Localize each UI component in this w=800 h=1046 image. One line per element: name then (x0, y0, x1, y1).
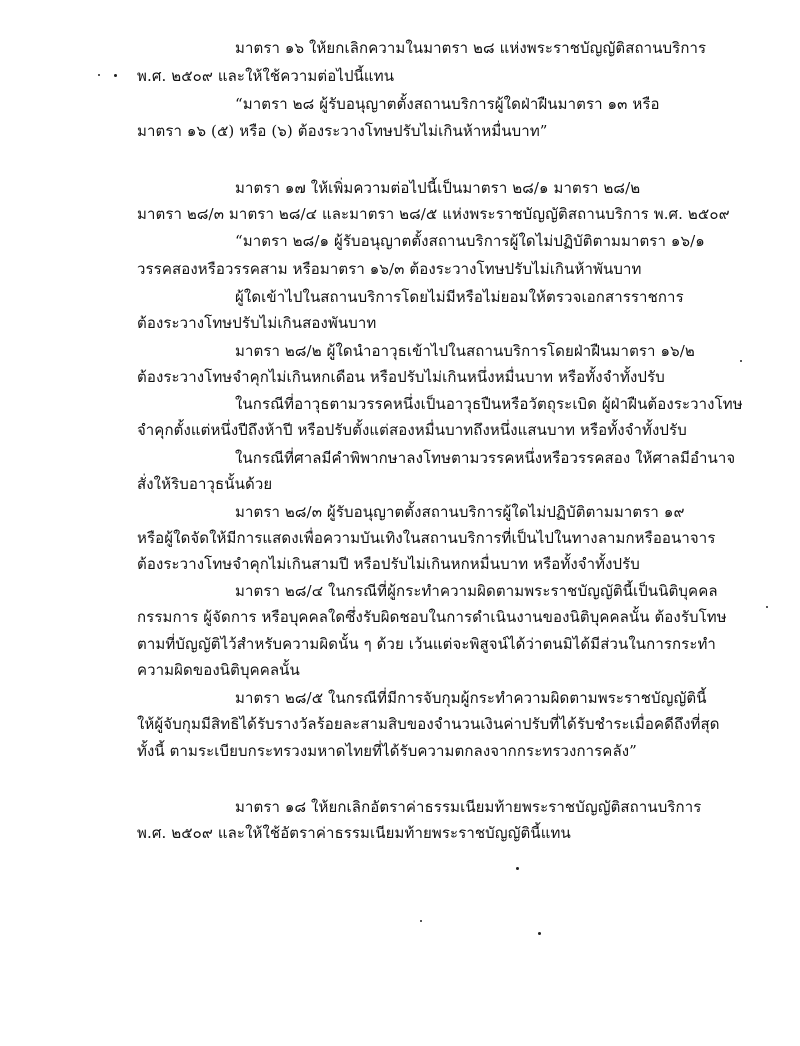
scan-speck (420, 920, 422, 922)
scan-speck (516, 867, 519, 870)
section-17-line-9: ในกรณีที่อาวุธตามวรรคหนึ่งเป็นอาวุธปืนหรือวัตถุระเบิด ผู้ฝ่าฝืนต้องระวางโทษ (235, 395, 743, 413)
section-17-line-5: ผู้ใดเข้าไปในสถานบริการโดยไม่มีหรือไม่ยอมให้ตรวจเอกสารราชการ (235, 288, 684, 306)
section-17-line-16: มาตรา ๒๘/๔ ในกรณีที่ผู้กระทำความผิดตามพระราชบัญญัตินี้เป็นนิติบุคคล (235, 582, 718, 600)
section-17-line-18: ตามที่บัญญัติไว้สำหรับความผิดนั้น ๆ ด้วย เว้นแต่จะพิสูจน์ได้ว่าตนมิได้มีส่วนในการกระทำ (137, 635, 716, 653)
scan-speck (538, 932, 541, 935)
section-17-line-6: ต้องระวางโทษปรับไม่เกินสองพันบาท (137, 314, 377, 332)
scan-speck (766, 606, 768, 608)
section-17-line-3: “มาตรา ๒๘/๑ ผู้รับอนุญาตตั้งสถานบริการผู้ใดไม่ปฏิบัติตามมาตรา ๑๖/๑ (235, 232, 705, 250)
section-17-line-11: ในกรณีที่ศาลมีคำพิพากษาลงโทษตามวรรคหนึ่งหรือวรรคสอง ให้ศาลมีอำนาจ (235, 449, 736, 467)
section-18-line-2: พ.ศ. ๒๕๐๙ และให้ใช้อัตราค่าธรรมเนียมท้ายพระราชบัญญัตินี้แทน (137, 824, 571, 842)
section-17-line-7: มาตรา ๒๘/๒ ผู้ใดนำอาวุธเข้าไปในสถานบริการโดยฝ่าฝืนมาตรา ๑๖/๒ (235, 342, 695, 360)
section-16-line-1: มาตรา ๑๖ ให้ยกเลิกความในมาตรา ๒๘ แห่งพระราชบัญญัติสถานบริการ (235, 39, 707, 57)
section-17-line-10: จำคุกตั้งแต่หนึ่งปีถึงห้าปี หรือปรับตั้งแต่สองหมื่นบาทถึงหนึ่งแสนบาท หรือทั้งจำทั้งปรับ (137, 421, 687, 439)
section-17-line-14: หรือผู้ใดจัดให้มีการแสดงเพื่อความบันเทิงในสถานบริการที่เป็นไปในทางลามกหรืออนาจาร (137, 529, 716, 547)
section-16-line-4: มาตรา ๑๖ (๕) หรือ (๖) ต้องระวางโทษปรับไม่เกินห้าหมื่นบาท” (137, 122, 548, 140)
section-17-line-22: ทั้งนี้ ตามระเบียบกระทรวงมหาดไทยที่ได้รับความตกลงจากกระทรวงการคลัง” (137, 742, 637, 760)
scan-speck (98, 74, 100, 76)
section-17-line-17: กรรมการ ผู้จัดการ หรือบุคคลใดซึ่งรับผิดชอบในการดำเนินงานของนิติบุคคลนั้น ต้องรับโทษ (137, 608, 727, 626)
section-17-line-1: มาตรา ๑๗ ให้เพิ่มความต่อไปนี้เป็นมาตรา ๒๘/๑ มาตรา ๒๘/๒ (235, 179, 641, 197)
section-17-line-4: วรรคสองหรือวรรคสาม หรือมาตรา ๑๖/๓ ต้องระวางโทษปรับไม่เกินห้าพันบาท (137, 260, 642, 278)
section-16-line-3: “มาตรา ๒๘ ผู้รับอนุญาตตั้งสถานบริการผู้ใดฝ่าฝืนมาตรา ๑๓ หรือ (235, 95, 660, 113)
section-16-line-2: พ.ศ. ๒๕๐๙ และให้ใช้ความต่อไปนี้แทน (137, 67, 395, 85)
section-18-line-1: มาตรา ๑๘ ให้ยกเลิกอัตราค่าธรรมเนียมท้ายพระราชบัญญัติสถานบริการ (235, 798, 702, 816)
section-17-line-13: มาตรา ๒๘/๓ ผู้รับอนุญาตตั้งสถานบริการผู้ใดไม่ปฏิบัติตามมาตรา ๑๙ (235, 503, 685, 521)
section-17-line-21: ให้ผู้จับกุมมีสิทธิได้รับรางวัลร้อยละสามสิบของจำนวนเงินค่าปรับที่ได้รับชำระเมื่อคดีถึงที่สุด (137, 715, 720, 733)
section-17-line-2: มาตรา ๒๘/๓ มาตรา ๒๘/๔ และมาตรา ๒๘/๕ แห่งพระราชบัญญัติสถานบริการ พ.ศ. ๒๕๐๙ (137, 205, 730, 223)
scan-speck (114, 74, 117, 77)
section-17-line-12: สั่งให้ริบอาวุธนั้นด้วย (137, 475, 273, 493)
section-17-line-20: มาตรา ๒๘/๕ ในกรณีที่มีการจับกุมผู้กระทำความผิดตามพระราชบัญญัตินี้ (235, 689, 707, 707)
scan-speck (740, 360, 742, 362)
section-17-line-8: ต้องระวางโทษจำคุกไม่เกินหกเดือน หรือปรับไม่เกินหนึ่งหมื่นบาท หรือทั้งจำทั้งปรับ (137, 368, 665, 386)
section-17-line-15: ต้องระวางโทษจำคุกไม่เกินสามปี หรือปรับไม่เกินหกหมื่นบาท หรือทั้งจำทั้งปรับ (137, 555, 640, 573)
section-17-line-19: ความผิดของนิติบุคคลนั้น (137, 661, 300, 679)
